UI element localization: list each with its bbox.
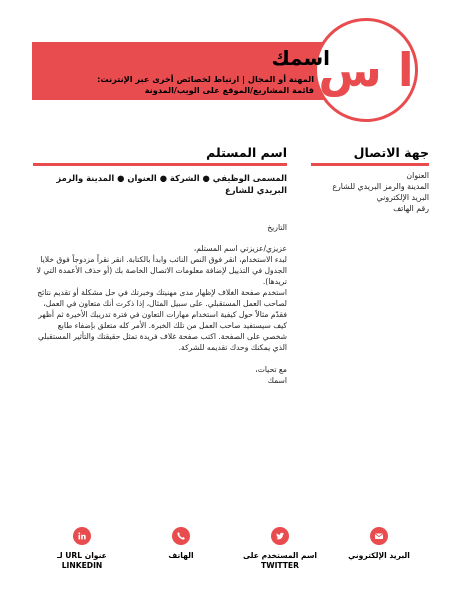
letter-closing: مع تحيات، (255, 365, 287, 374)
monogram-initials: ا س (318, 43, 414, 97)
footer-phone[interactable] (139, 527, 223, 561)
contact-address: العنوان (406, 171, 429, 180)
footer-phone-label: الهاتف (168, 551, 194, 560)
recipient-heading: اسم المستلم (206, 145, 287, 160)
contact-phone: رقم الهاتف (393, 204, 429, 213)
letter-salutation: عزيزي/عزيزتي اسم المستلم، (193, 244, 287, 253)
email-icon (370, 527, 388, 545)
footer-twitter[interactable] (238, 527, 322, 571)
tagline-portfolio: قائمة المشاريع/الموقع على الويب/المدونة (144, 85, 314, 95)
tagline-profession-links: المهنة أو المجال | ارتباط لخصائص أخرى عبر الإنترنت: (97, 74, 314, 84)
recipient-details: المسمى الوظيفي ● الشركة ● العنوان ● المدينة والرمز البريدي للشارع (56, 173, 287, 195)
phone-icon (172, 527, 190, 545)
recipient-divider (33, 163, 287, 166)
contact-city-zip: المدينة والرمز البريدي للشارع (332, 182, 429, 191)
monogram-circle (314, 18, 418, 122)
footer-email-label: البريد الإلكتروني (348, 551, 410, 560)
letter-date: التاريخ (267, 223, 287, 232)
contact-divider (311, 163, 429, 166)
footer-linkedin-label: عنوان URL لـ LINKEDIN (57, 551, 107, 570)
footer-email[interactable] (337, 527, 421, 561)
linkedin-icon (73, 527, 91, 545)
footer-linkedin[interactable] (40, 527, 124, 571)
footer-twitter-label: اسم المستخدم على TWITTER (242, 551, 318, 570)
letter-signature: اسمك (267, 376, 287, 385)
contact-list (289, 170, 429, 214)
letter-paragraph-1: لبدء الاستخدام، انقر فوق النص النائب وابدأ بالكتابة. انقر نقراً مزدوجاً فوق خلايا الجدول في التذييل لإضافة معلومات الاتصال الخاصة بك (أو حذف الأعمدة التي لا تريدها). (36, 255, 287, 286)
tagline (97, 74, 314, 96)
letter-body (33, 222, 287, 386)
contact-heading: جهة الاتصال (353, 145, 429, 160)
letter-paragraph-2: استخدم صفحة الغلاف لإظهار مدى مهنيتك وخبرتك في حل مشكلة أو تقديم نتائج لصاحب العمل المستقبلي. على سبيل المثال، إذا ذكرت أنك متعاون في العمل، فقدّم مثالاً حول كيفية استخدام مهارات التعاون في فترة تدريبك الأخيرة ثم أظهر كيف سيستفيد صاحب العمل من تلك الخبرة. الأمر كله متعلق بإضفاء طابع شخصي على الصفحة. اكتب صفحة غلاف فريدة تمثل حقيقتك والتأثير المستقبلي الذي يمكنك وحدك تقديمه للشركة. (37, 288, 287, 352)
twitter-icon (271, 527, 289, 545)
applicant-name: اسمك (271, 46, 330, 70)
contact-email: البريد الإلكتروني (376, 193, 429, 202)
